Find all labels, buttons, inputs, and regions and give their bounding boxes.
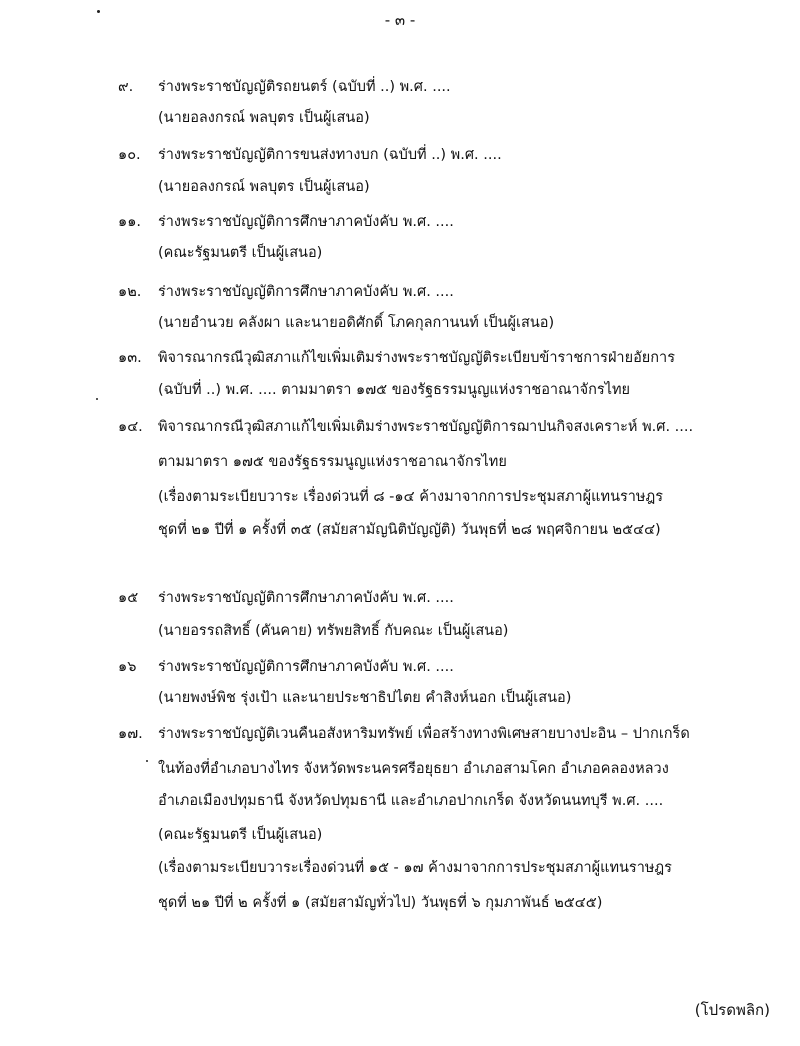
item-proposer: (นายอลงกรณ์ พลบุตร เป็นผู้เสนอ) bbox=[158, 110, 370, 126]
page-number: - ๓ - bbox=[384, 11, 416, 29]
item-number: ๑๑. bbox=[118, 214, 142, 230]
item-number: ๑๔. bbox=[118, 419, 143, 435]
item-title: ร่างพระราชบัญญัติการศึกษาภาคบังคับ พ.ศ. .... bbox=[158, 284, 454, 300]
item-number: ๙. bbox=[118, 79, 134, 95]
item-title: ร่างพระราชบัญญัติเวนคืนอสังหาริมทรัพย์ เพื่อสร้างทางพิเศษสายบางปะอิน – ปากเกร็ด bbox=[158, 726, 690, 742]
item-proposer: (นายพงษ์พิช รุ่งเป้า และนายประชาธิปไตย คำสิงห์นอก เป็นผู้เสนอ) bbox=[158, 690, 572, 706]
item-number: ๑๐. bbox=[118, 147, 141, 163]
item-number: ๑๒. bbox=[118, 284, 142, 300]
pending-note: ชุดที่ ๒๑ ปีที่ ๒ ครั้งที่ ๑ (สมัยสามัญทั่วไป) วันพุธที่ ๖ กุมภาพันธ์ ๒๕๔๕) bbox=[158, 895, 603, 911]
scan-speck bbox=[146, 760, 148, 762]
item-title-continued: ตามมาตรา ๑๗๕ ของรัฐธรรมนูญแห่งราชอาณาจักรไทย bbox=[158, 454, 507, 470]
scan-speck bbox=[96, 398, 98, 400]
item-proposer: (คณะรัฐมนตรี เป็นผู้เสนอ) bbox=[158, 827, 323, 843]
item-title-continued: ในท้องที่อำเภอบางไทร จังหวัดพระนครศรีอยุธยา อำเภอสามโคก อำเภอคลองหลวง bbox=[158, 761, 669, 777]
item-title: พิจารณากรณีวุฒิสภาแก้ไขเพิ่มเติมร่างพระราชบัญญัติการฌาปนกิจสงเคราะห์ พ.ศ. .... bbox=[158, 419, 694, 435]
item-title-continued: อำเภอเมืองปทุมธานี จังหวัดปทุมธานี และอำเภอปากเกร็ด จังหวัดนนทบุรี พ.ศ. .... bbox=[158, 793, 664, 809]
item-title: พิจารณากรณีวุฒิสภาแก้ไขเพิ่มเติมร่างพระราชบัญญัติระเบียบข้าราชการฝ่ายอัยการ bbox=[158, 350, 675, 366]
item-proposer: (นายอลงกรณ์ พลบุตร เป็นผู้เสนอ) bbox=[158, 179, 370, 195]
item-proposer: (นายอรรถสิทธิ์ (คันคาย) ทรัพยสิทธิ์ กับคณะ เป็นผู้เสนอ) bbox=[158, 623, 509, 639]
item-title: ร่างพระราชบัญญัติการขนส่งทางบก (ฉบับที่ ..) พ.ศ. .... bbox=[158, 147, 502, 163]
item-title: ร่างพระราชบัญญัติการศึกษาภาคบังคับ พ.ศ. .... bbox=[158, 590, 454, 606]
please-turn-over-note: (โปรดพลิก) bbox=[694, 1001, 770, 1019]
item-number: ๑๗. bbox=[118, 726, 143, 742]
item-proposer: (คณะรัฐมนตรี เป็นผู้เสนอ) bbox=[158, 245, 323, 261]
item-title-continued: (ฉบับที่ ..) พ.ศ. .... ตามมาตรา ๑๗๕ ของรัฐธรรมนูญแห่งราชอาณาจักรไทย bbox=[158, 382, 631, 398]
item-title: ร่างพระราชบัญญัติการศึกษาภาคบังคับ พ.ศ. .... bbox=[158, 659, 454, 675]
item-number: ๑๕ bbox=[118, 590, 139, 606]
pending-note: (เรื่องตามระเบียบวาระ เรื่องด่วนที่ ๘ -๑๔ ค้างมาจากการประชุมสภาผู้แทนราษฎร bbox=[158, 489, 664, 505]
item-number: ๑๓. bbox=[118, 350, 142, 366]
pending-note: ชุดที่ ๒๑ ปีที่ ๑ ครั้งที่ ๓๕ (สมัยสามัญนิติบัญญัติ) วันพุธที่ ๒๘ พฤศจิกายน ๒๕๔๔) bbox=[158, 522, 661, 538]
item-title: ร่างพระราชบัญญัติรถยนตร์ (ฉบับที่ ..) พ.ศ. .... bbox=[158, 79, 451, 95]
item-proposer: (นายอำนวย คลังผา และนายอดิศักดิ์ โภคกุลกานนท์ เป็นผู้เสนอ) bbox=[158, 315, 555, 331]
pending-note: (เรื่องตามระเบียบวาระเรื่องด่วนที่ ๑๕ - ๑๗ ค้างมาจากการประชุมสภาผู้แทนราษฎร bbox=[158, 860, 672, 876]
item-title: ร่างพระราชบัญญัติการศึกษาภาคบังคับ พ.ศ. .... bbox=[158, 214, 454, 230]
item-number: ๑๖ bbox=[118, 659, 137, 675]
